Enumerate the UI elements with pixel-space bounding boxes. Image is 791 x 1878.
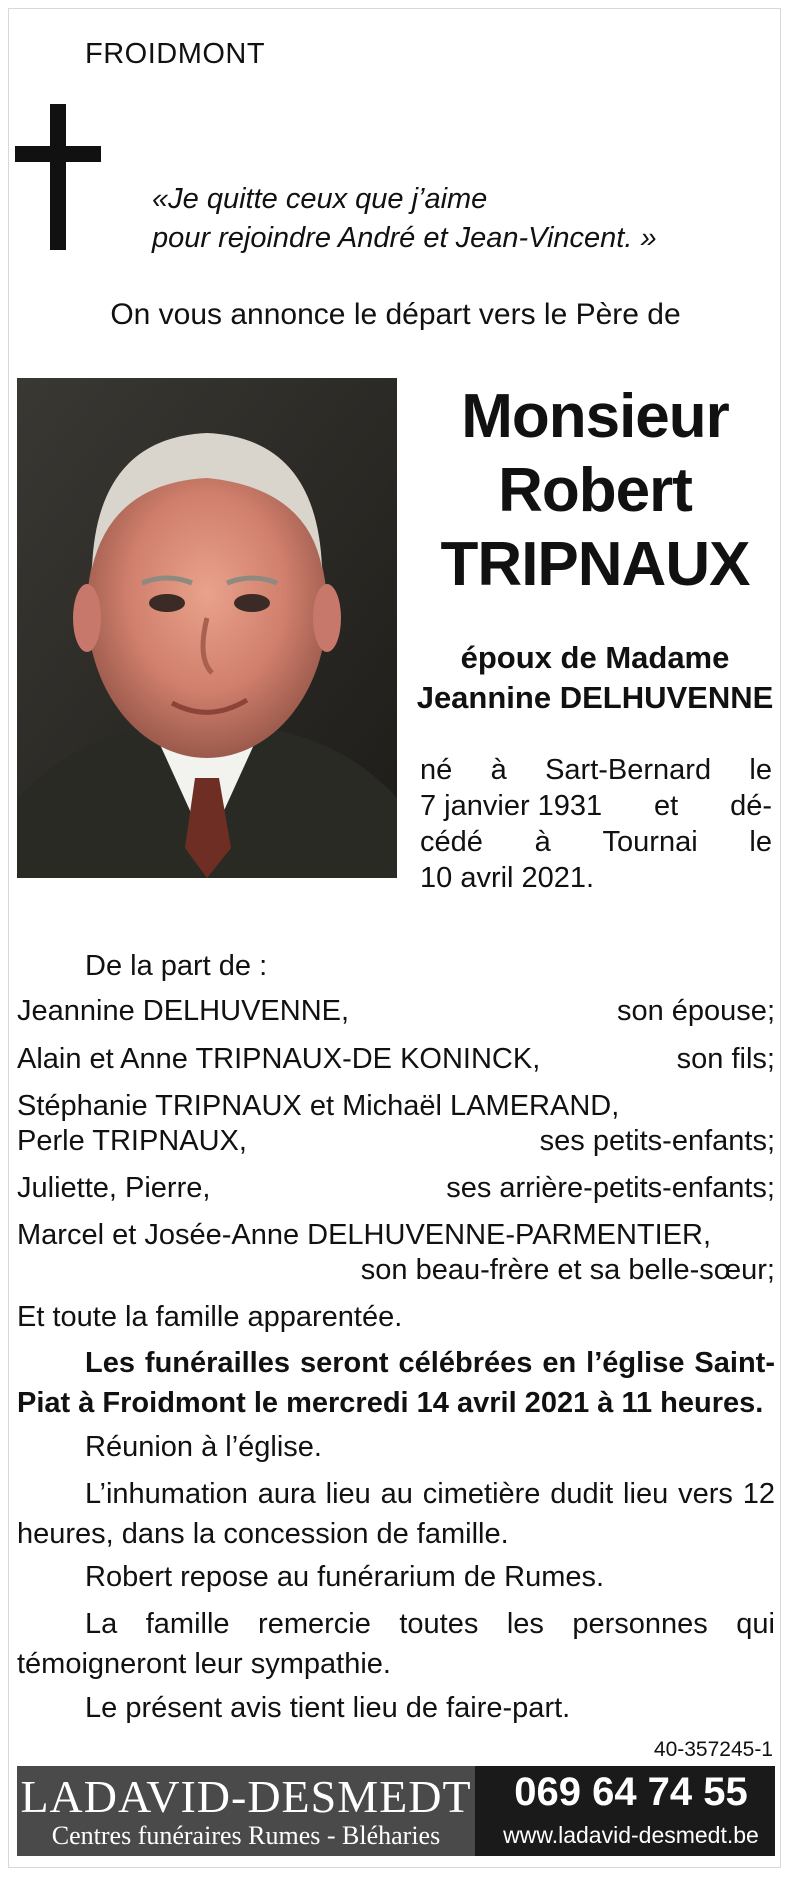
- born-word: à: [534, 826, 551, 858]
- family-role: son fils;: [676, 1043, 775, 1075]
- born-word: le: [749, 826, 772, 858]
- funeral-home-logo: LADAVID-DESMEDT: [20, 1771, 472, 1822]
- funeral-home-banner: [17, 1766, 775, 1856]
- born-word: à: [490, 754, 507, 786]
- family-closing: Et toute la famille apparentée.: [17, 1301, 403, 1333]
- born-word: Sart-Bernard: [545, 754, 712, 786]
- brand-box: [17, 1766, 475, 1856]
- born-word: Tournai: [602, 826, 698, 858]
- phone-number: 069 64 74 55: [514, 1770, 748, 1814]
- family-name: Juliette, Pierre,: [17, 1172, 211, 1204]
- deceased-name: [410, 380, 780, 602]
- family-role: son épouse;: [616, 995, 775, 1027]
- born-word: et: [654, 790, 679, 822]
- deceased-last-name: TRIPNAUX: [440, 530, 750, 599]
- birth-death-info: [420, 752, 772, 896]
- family-role: son beau-frère et sa belle-sœur;: [360, 1254, 775, 1286]
- funeral-home-subtitle: Centres funéraires Rumes - Bléharies: [51, 1821, 441, 1850]
- funeral-burial: L’inhumation aura lieu au cimetière dudit lieu vers 12 heures, dans la concession de famille.: [17, 1478, 775, 1550]
- cross-icon: [15, 104, 101, 250]
- deceased-first-name: Robert: [498, 456, 692, 525]
- website-link[interactable]: www.ladavid-desmedt.be: [503, 1822, 759, 1848]
- family-name: Marcel et Josée-Anne DELHUVENNE-PARMENTIER,: [17, 1219, 712, 1251]
- portrait-photo: [17, 378, 397, 878]
- born-word: cédé: [420, 826, 483, 858]
- family-name: Jeannine DELHUVENNE,: [17, 995, 350, 1027]
- funeral-rest: Robert repose au funérarium de Rumes.: [85, 1561, 605, 1593]
- funeral-thanks: La famille remercie toutes les personnes qui témoigneront leur sympathie.: [17, 1608, 775, 1680]
- deceased-title: Monsieur: [461, 382, 729, 451]
- quote-line: pour rejoindre André et Jean-Vincent. »: [152, 222, 657, 254]
- family-intro: De la part de :: [85, 950, 268, 982]
- quote-line: «Je quitte ceux que j’aime: [152, 183, 488, 215]
- family-role: ses arrière-petits-enfants;: [446, 1172, 775, 1204]
- spouse-line: époux de Madame: [460, 640, 730, 675]
- family-name: Perle TRIPNAUX,: [17, 1125, 247, 1157]
- family-role: ses petits-enfants;: [539, 1125, 775, 1157]
- birth-date: 7 janvier 1931: [420, 790, 603, 822]
- funeral-meeting: Réunion à l’église.: [85, 1431, 322, 1463]
- funeral-ceremony: Les funérailles seront célébrées en l’église Saint-Piat à Froidmont le mercredi 14 avril 2021 à 11 heures.: [17, 1347, 775, 1419]
- locality: FROIDMONT: [85, 38, 266, 70]
- family-name: Alain et Anne TRIPNAUX-DE KONINCK,: [17, 1043, 541, 1075]
- spouse-info: [410, 638, 780, 718]
- announcement: On vous annonce le départ vers le Père de: [110, 298, 681, 331]
- born-word: dé-: [730, 790, 772, 822]
- family-name: Stéphanie TRIPNAUX et Michaël LAMERAND,: [17, 1090, 620, 1122]
- death-date: 10 avril 2021.: [420, 862, 595, 894]
- spouse-line: Jeannine DELHUVENNE: [416, 680, 774, 715]
- born-word: le: [749, 754, 772, 786]
- funeral-notice: Le présent avis tient lieu de faire-part.: [85, 1692, 571, 1724]
- epitaph-quote: [152, 180, 657, 258]
- reference-number: 40-357245-1: [653, 1738, 773, 1761]
- born-word: né: [420, 754, 453, 786]
